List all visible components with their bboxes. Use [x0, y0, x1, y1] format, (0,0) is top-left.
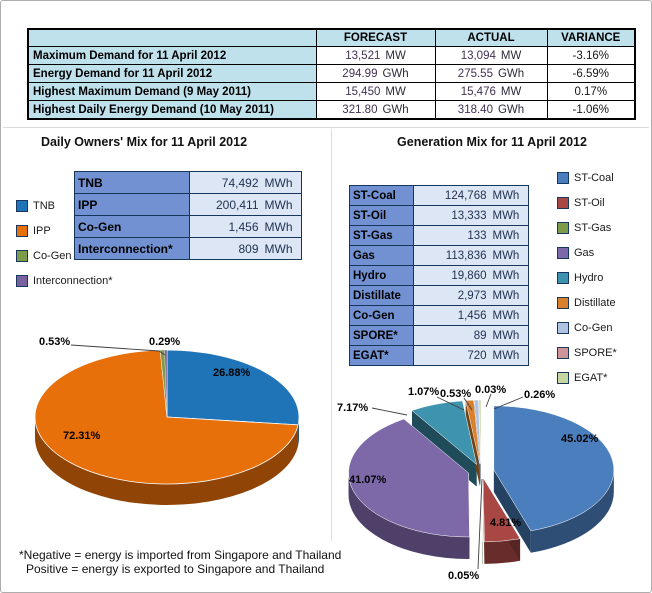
section-divider-vertical [331, 129, 332, 541]
legend-swatch-icon [557, 297, 569, 309]
legend-label: Hydro [574, 271, 604, 284]
footnote [19, 548, 341, 576]
pct-label-cogen: 0.53% [39, 336, 71, 348]
series-value: 2,973 [414, 286, 490, 306]
row-label: Energy Demand for 11 April 2012 [28, 65, 316, 83]
table-row [350, 246, 529, 266]
value-unit: GWh [382, 67, 409, 80]
legend-swatch-icon [16, 250, 28, 262]
footnote-line-1: *Negative = energy is imported from Singapore and Thailand [19, 548, 342, 562]
legend-swatch-icon [16, 275, 28, 287]
series-unit: MWh [490, 226, 529, 246]
legend-label: Interconnection* [33, 274, 113, 287]
legend-label: EGAT* [574, 371, 608, 384]
pct-label-st-gas: 0.05% [448, 570, 480, 582]
forecast-value [316, 65, 435, 83]
legend-swatch-icon [557, 372, 569, 384]
legend-label: Gas [574, 246, 595, 259]
table-row [350, 206, 529, 226]
forecast-value [316, 83, 435, 101]
actual-value [435, 65, 547, 83]
legend-swatch-icon [557, 197, 569, 209]
value-unit: MW [500, 85, 522, 98]
series-label: Co-Gen [350, 306, 414, 326]
legend-item [557, 365, 617, 390]
legend-label: Co-Gen [574, 321, 613, 334]
generation-mix-pie [349, 400, 614, 564]
series-unit: MWh [262, 238, 302, 260]
pct-label-st-coal: 45.02% [561, 433, 599, 445]
legend-label: Co-Gen [33, 249, 72, 262]
pct-label-cogen-right: 0.53% [440, 388, 472, 400]
table-row [75, 194, 302, 216]
row-label: Highest Maximum Demand (9 May 2011) [28, 83, 316, 101]
variance-value: -6.59% [547, 65, 635, 83]
pct-label-distillate: 1.07% [408, 386, 440, 398]
generation-mix-legend [557, 165, 617, 390]
value-number: 294.99 [342, 67, 378, 80]
footnote-line-2: Positive = energy is exported to Singapore and Thailand [26, 562, 325, 576]
value-unit: MW [385, 85, 406, 98]
pct-label-egat: 0.26% [524, 389, 556, 401]
series-unit: MWh [490, 286, 529, 306]
series-unit: MWh [490, 206, 529, 226]
legend-item [557, 265, 617, 290]
series-value: 1,456 [414, 306, 490, 326]
section-divider-horizontal [3, 127, 649, 128]
variance-value: -3.16% [547, 47, 635, 65]
table-row [75, 238, 302, 260]
variance-value: 0.17% [547, 83, 635, 101]
forecast-value [316, 101, 435, 120]
pct-label-interconnection: 0.29% [149, 336, 181, 348]
owners-mix-data-table [74, 171, 302, 260]
legend-item [557, 215, 617, 240]
series-value: 124,768 [414, 186, 490, 206]
legend-label: IPP [33, 224, 51, 237]
table-row [350, 326, 529, 346]
row-label: Maximum Demand for 11 April 2012 [28, 47, 316, 65]
series-label: Distillate [350, 286, 414, 306]
demand-summary-table [27, 28, 636, 120]
legend-swatch-icon [16, 200, 28, 212]
legend-label: ST-Oil [574, 196, 605, 209]
series-unit: MWh [490, 306, 529, 326]
series-value: 1,456 [190, 216, 262, 238]
table-row [28, 83, 635, 101]
table-row [350, 346, 529, 366]
forecast-value [316, 47, 435, 65]
summary-header-forecast: FORECAST [316, 29, 435, 47]
series-value: 19,860 [414, 266, 490, 286]
series-value: 89 [414, 326, 490, 346]
pct-label-hydro: 7.17% [337, 402, 369, 414]
value-number: 15,476 [460, 85, 496, 98]
value-unit: GWh [497, 67, 525, 80]
pct-label-ipp: 72.31% [63, 430, 101, 442]
series-label: SPORE* [350, 326, 414, 346]
series-value: 809 [190, 238, 262, 260]
series-unit: MWh [490, 346, 529, 366]
table-row [28, 47, 635, 65]
table-row [350, 286, 529, 306]
table-row [350, 306, 529, 326]
series-label: ST-Coal [350, 186, 414, 206]
table-row [28, 101, 635, 120]
pct-label-spore: 0.03% [475, 384, 507, 396]
value-number: 318.40 [457, 103, 493, 116]
series-value: 133 [414, 226, 490, 246]
series-label: Hydro [350, 266, 414, 286]
legend-label: Distillate [574, 296, 616, 309]
series-label: IPP [75, 194, 190, 216]
legend-item [557, 190, 617, 215]
summary-header-actual: ACTUAL [435, 29, 547, 47]
legend-swatch-icon [557, 172, 569, 184]
legend-swatch-icon [16, 225, 28, 237]
series-value: 13,333 [414, 206, 490, 226]
pct-label-tnb: 26.88% [213, 367, 251, 379]
table-row [350, 186, 529, 206]
legend-item [557, 290, 617, 315]
actual-value [435, 101, 547, 120]
value-unit: MW [500, 49, 522, 62]
series-unit: MWh [262, 216, 302, 238]
summary-header-row [28, 29, 635, 47]
series-label: EGAT* [350, 346, 414, 366]
series-label: ST-Gas [350, 226, 414, 246]
legend-item [557, 240, 617, 265]
series-unit: MWh [490, 326, 529, 346]
legend-label: ST-Coal [574, 171, 614, 184]
series-label: Gas [350, 246, 414, 266]
series-value: 200,411 [190, 194, 262, 216]
actual-value [435, 83, 547, 101]
series-label: Interconnection* [75, 238, 190, 260]
row-label: Highest Daily Energy Demand (10 May 2011) [28, 101, 316, 120]
value-unit: GWh [497, 103, 525, 116]
series-unit: MWh [262, 172, 302, 194]
table-row [28, 65, 635, 83]
legend-swatch-icon [557, 322, 569, 334]
series-value: 720 [414, 346, 490, 366]
legend-item [557, 315, 617, 340]
variance-value: -1.06% [547, 101, 635, 120]
owners-mix-title: Daily Owners' Mix for 11 April 2012 [40, 135, 248, 149]
series-value: 74,492 [190, 172, 262, 194]
legend-swatch-icon [557, 247, 569, 259]
series-unit: MWh [490, 246, 529, 266]
owners-mix-pie [35, 350, 299, 505]
value-number: 13,094 [460, 49, 496, 62]
series-label: Co-Gen [75, 216, 190, 238]
generation-mix-title: Generation Mix for 11 April 2012 [397, 135, 587, 149]
legend-item [557, 165, 617, 190]
table-row [350, 226, 529, 246]
legend-item [16, 268, 113, 293]
pct-label-st-oil: 4.81% [490, 517, 522, 529]
legend-label: SPORE* [574, 346, 617, 359]
generation-mix-data-table [349, 185, 529, 366]
legend-label: TNB [33, 199, 55, 212]
legend-swatch-icon [557, 272, 569, 284]
table-row [350, 266, 529, 286]
legend-label: ST-Gas [574, 221, 612, 234]
series-unit: MWh [262, 194, 302, 216]
pct-label-gas: 41.07% [349, 474, 387, 486]
value-number: 321.80 [342, 103, 378, 116]
series-unit: MWh [490, 186, 529, 206]
summary-header-empty [28, 29, 316, 47]
value-number: 15,450 [345, 85, 381, 98]
legend-item [557, 340, 617, 365]
value-number: 13,521 [345, 49, 381, 62]
value-unit: MW [385, 49, 406, 62]
legend-swatch-icon [557, 347, 569, 359]
series-value: 113,836 [414, 246, 490, 266]
series-label: TNB [75, 172, 190, 194]
value-unit: GWh [382, 103, 409, 116]
value-number: 275.55 [457, 67, 493, 80]
series-unit: MWh [490, 266, 529, 286]
table-row [75, 216, 302, 238]
summary-header-variance: VARIANCE [547, 29, 635, 47]
table-row [75, 172, 302, 194]
actual-value [435, 47, 547, 65]
series-label: ST-Oil [350, 206, 414, 226]
legend-swatch-icon [557, 222, 569, 234]
